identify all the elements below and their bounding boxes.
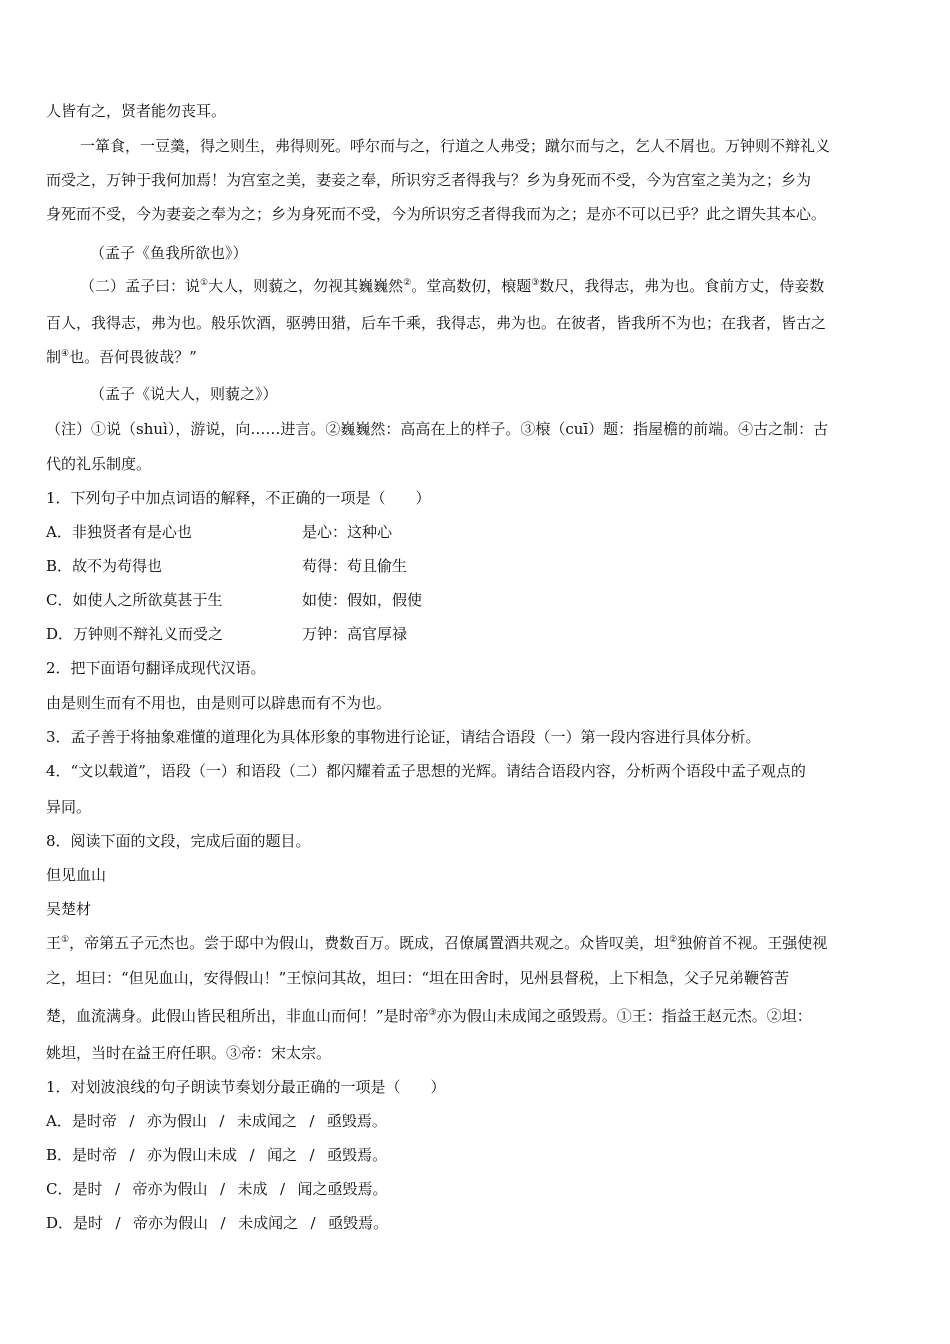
passage-two-line: 制④也。吾何畏彼哉？” [46, 348, 197, 366]
passage-two-source: （孟子《说大人，则藐之》） [90, 385, 278, 403]
passage-one-source: （孟子《鱼我所欲也》） [90, 244, 248, 262]
notes-line: （注）①说（shuì），游说，向……进言。②巍巍然：高高在上的样子。③榱（cuī）题：指屋檐的前端。④古之制：古 [46, 420, 829, 438]
question-2-stem: 2．把下面语句翻译成现代汉语。 [46, 659, 266, 677]
notes-line: 代的礼乐制度。 [46, 455, 152, 473]
passage-title: 但见血山 [46, 866, 107, 884]
passage-two-line: （二）孟子曰：说①大人，则藐之，勿视其巍巍然②。堂高数仞，榱题③数尺，我得志，弗为也。食前方丈，侍妾数 [80, 277, 825, 295]
question-1-option-a: A．非独贤者有是心也 [46, 523, 192, 541]
passage-one-line: 身死而不受，今为妻妾之奉为之；乡为身死而不受，今为所识穷乏者得我而为之；是亦不可以已乎？此之谓失其本心。 [46, 205, 827, 223]
question-1-option-d-gloss: 万钟：高官厚禄 [302, 625, 408, 643]
question-8-1-stem: 1．对划波浪线的句子朗读节奏划分最正确的一项是（ ） [46, 1078, 446, 1096]
question-1-option-b: B．故不为苟得也 [46, 557, 163, 575]
question-3-stem: 3．孟子善于将抽象难懂的道理化为具体形象的事物进行论证，请结合语段（一）第一段内容进行具体分析。 [46, 728, 761, 746]
question-1-option-c-gloss: 如使：假如，假使 [302, 591, 423, 609]
passage-two-line: 百人，我得志，弗为也。般乐饮酒，驱骋田猎，后车千乘，我得志，弗为也。在彼者，皆我所不为也；在我者，皆古之 [46, 314, 827, 332]
question-4-stem: 4．“文以载道”，语段（一）和语段（二）都闪耀着孟子思想的光辉。请结合语段内容，分析两个语段中孟子观点的 [46, 762, 806, 780]
question-8-intro: 8．阅读下面的文段，完成后面的题目。 [46, 832, 311, 850]
question-4-stem-cont: 异同。 [46, 798, 92, 816]
question-2-sentence: 由是则生而有不用也，由是则可以辟患而有不为也。 [46, 694, 392, 712]
passage-one-line: 而受之，万钟于我何加焉！为宫室之美，妻妾之奉，所识穷乏者得我与？乡为身死而不受，今为宫室之美为之；乡为 [46, 171, 812, 189]
question-1-option-c: C．如使人之所欲莫甚于生 [46, 591, 223, 609]
question-8-option-d: D．是时 / 帝亦为假山 / 未成闻之 / 亟毁焉。 [46, 1214, 389, 1232]
passage-three-line: 王①，帝第五子元杰也。尝于邸中为假山，费数百万。既成，召僚属置酒共观之。众皆叹美，坦②独俯首不视。王强使视 [46, 934, 828, 952]
question-1-stem: 1．下列句子中加点词语的解释，不正确的一项是（ ） [46, 489, 431, 507]
passage-author: 吴楚材 [46, 900, 92, 918]
passage-three-line: 姚坦，当时在益王府任职。③帝：宋太宗。 [46, 1044, 332, 1062]
question-8-option-c: C．是时 / 帝亦为假山 / 未成 / 闻之亟毁焉。 [46, 1180, 388, 1198]
question-8-option-a: A．是时帝 / 亦为假山 / 未成闻之 / 亟毁焉。 [46, 1112, 387, 1130]
passage-one-line: 一箪食，一豆羹，得之则生，弗得则死。呼尔而与之，行道之人弗受；蹴尔而与之，乞人不屑也。万钟则不辩礼义 [80, 137, 831, 155]
question-1-option-b-gloss: 苟得：苟且偷生 [302, 557, 408, 575]
passage-three-line: 之，坦曰：“但见血山，安得假山！”王惊问其故，坦曰：“坦在田舍时，见州县督税，上下相急，父子兄弟鞭笞苦 [46, 969, 790, 987]
passage-three-line: 楚，血流满身。此假山皆民租所出，非血山而何！”是时帝③亦为假山未成闻之亟毁焉。①王：指益王赵元杰。②坦： [46, 1007, 812, 1025]
passage-one-line: 人皆有之，贤者能勿丧耳。 [46, 102, 227, 120]
question-1-option-a-gloss: 是心：这种心 [302, 523, 393, 541]
question-1-option-d: D．万钟则不辩礼义而受之 [46, 625, 224, 643]
question-8-option-b: B．是时帝 / 亦为假山未成 / 闻之 / 亟毁焉。 [46, 1146, 388, 1164]
